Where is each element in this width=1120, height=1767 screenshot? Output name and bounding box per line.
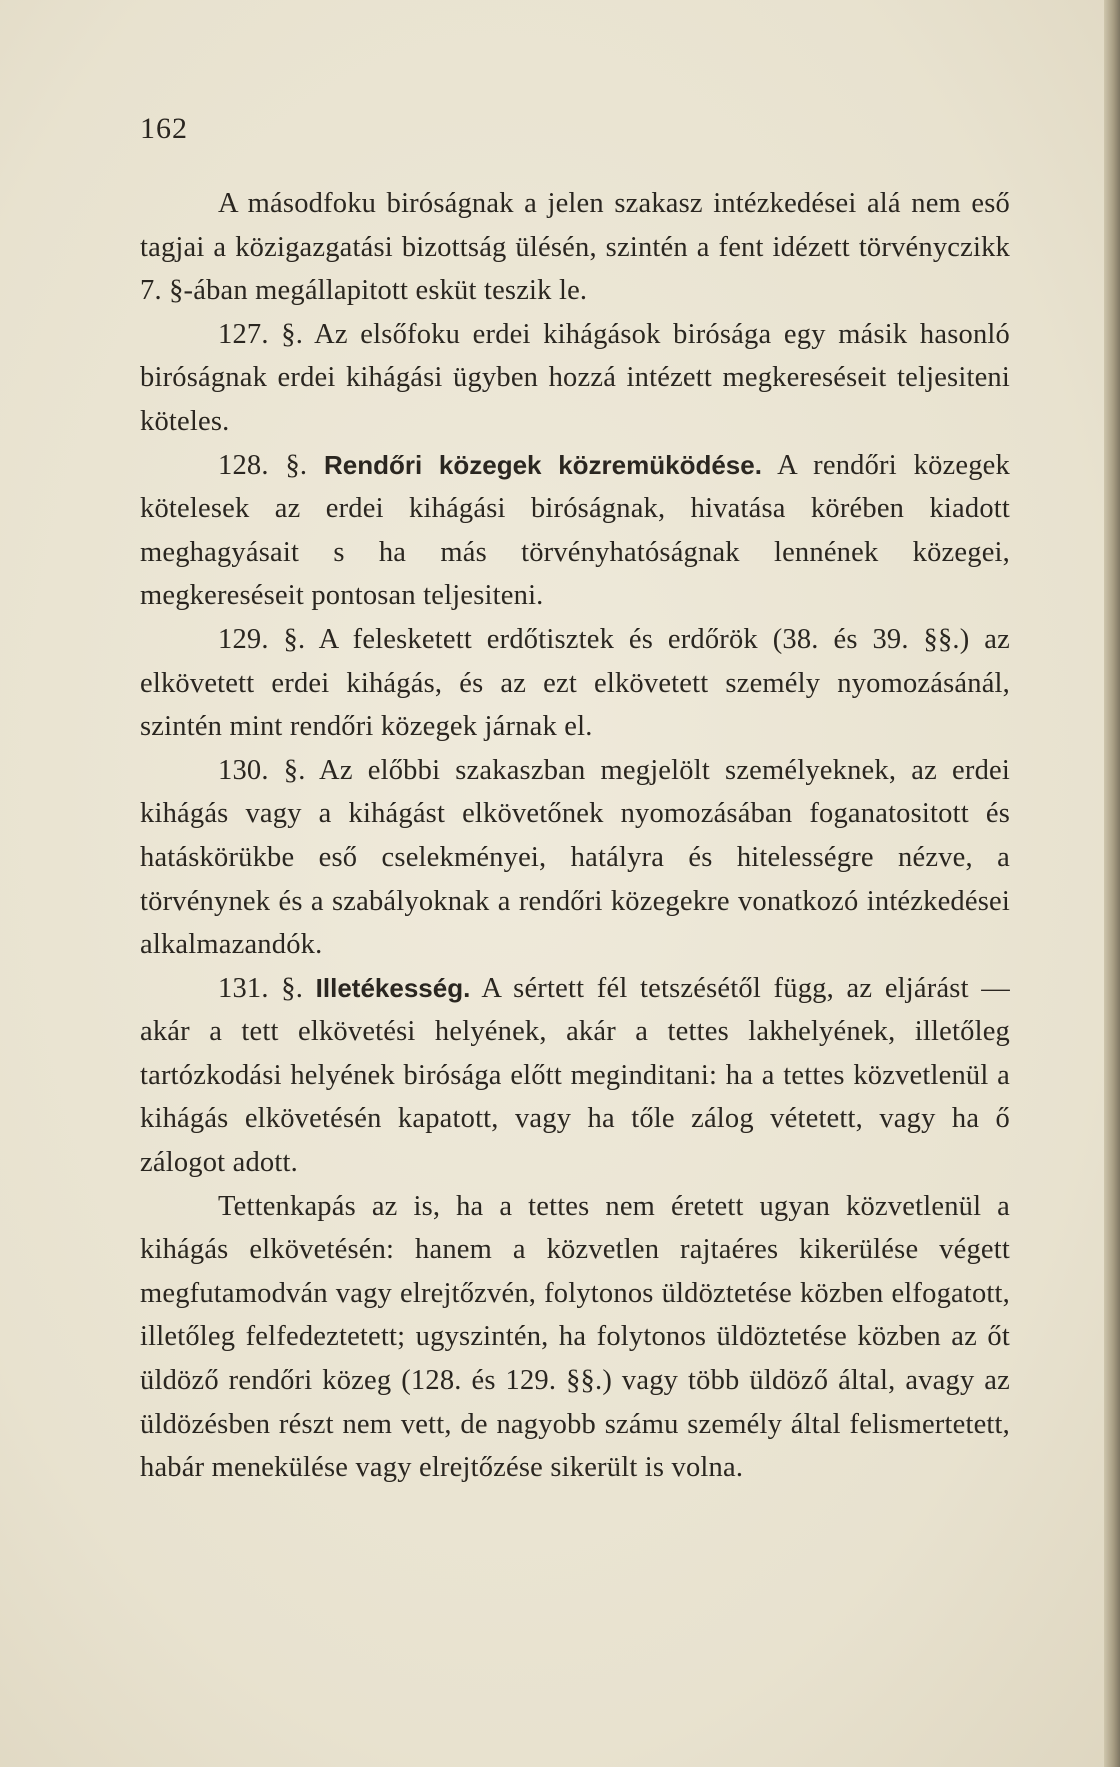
paragraph-text: A sértett fél tetszésétől függ, az eljárást — akár a tett elkövetési helyének, akár a tettes lakhelyének, illetőleg tartózkodási helyének birósága előtt meginditani: ha a tettes közvetlenül a kihágás elkövetésén kapatott, vagy ha tőle zálog vétetett, vagy ha ő zálogot adott.: [140, 972, 1011, 1179]
section-number: 130. §.: [218, 754, 306, 786]
paragraph-1: [140, 182, 1010, 313]
paragraph-text: Tettenkapás az is, ha a tettes nem éretett ugyan közvetlenül a kihágás elkövetésén: hanem a közvetlen rajtaéres kikerülése végett megfutamodván vagy elrejtőzvén, folytonos üldöztetése közben elfogatott, illetőleg felfedeztetett; ugyszintén, ha folytonos üldöztetése közben az őt üldöző rendőri közeg (128. és 129. §§.) vagy több üldöző által, avagy az üldözésben részt nem vett, de nagyobb számu személy által felismertetett, habár menekülése vagy elrejtőzése sikerült is volna.: [140, 1190, 1010, 1484]
section-number: 131. §.: [218, 972, 304, 1004]
paragraph-tettenkapas: [140, 1185, 1010, 1490]
section-heading: Illetékesség.: [315, 972, 471, 1003]
paragraph-127: [140, 313, 1010, 444]
paragraph-text: Az elsőfoku erdei kihágások birósága egy másik hasonló biróságnak erdei kihágási ügyben hozzá intézett megkereséseit teljesiteni köteles.: [140, 318, 1010, 437]
body-text: [140, 182, 1010, 1490]
paragraph-text: A másodfoku biróságnak a jelen szakasz intézkedései alá nem eső tagjai a közigazgatási bizottság ülésén, szintén a fent idézett törvényczikk 7. §-ában megállapitott esküt teszik le.: [140, 188, 1010, 307]
paragraph-text: A felesketett erdőtisztek és erdőrök (38. és 39. §§.) az elkövetett erdei kihágás, és az ezt elkövetett személy nyomozásánál, szintén mint rendőri közegek járnak el.: [140, 623, 1010, 743]
section-heading: Rendőri közegek közremüködése.: [324, 449, 762, 480]
page-number: 162: [140, 112, 188, 145]
page-edge: [1104, 0, 1120, 1767]
paragraph-text: Az előbbi szakaszban megjelölt személyeknek, az erdei kihágás vagy a kihágást elkövetőnek nyomozásában foganatositott és hatáskörükbe eső cselekményei, hatályra és hitelességre nézve, a törvénynek és a szabályoknak a rendőri közegekre vonatkozó intézkedései alkalmazandók.: [140, 754, 1010, 961]
paragraph-128: [140, 444, 1010, 618]
paragraph-131: [140, 967, 1010, 1185]
paragraph-130: [140, 749, 1010, 967]
section-number: 129. §.: [218, 623, 306, 655]
paragraph-129: [140, 618, 1010, 749]
section-number: 128. §.: [218, 449, 308, 481]
section-number: 127. §.: [218, 318, 304, 350]
paragraph-text: A rendőri közegek kötelesek az erdei kihágási biróságnak, hivatása körében kiadott meghagyásait s ha más törvényhatóságnak lennének közegei, megkereséseit pontosan teljesiteni.: [140, 449, 1010, 612]
